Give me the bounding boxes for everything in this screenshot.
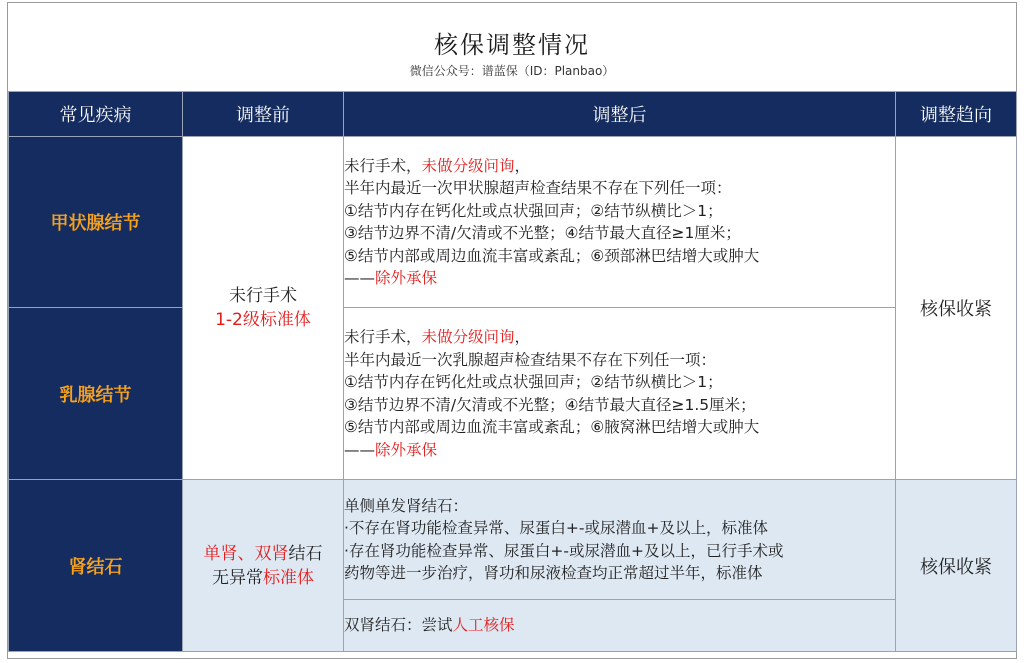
- header-disease: 常见疾病: [9, 92, 183, 137]
- after-breast-line1: [344, 326, 895, 349]
- after-breast-line6: [344, 439, 895, 462]
- after-kidney-single: [344, 480, 896, 600]
- after-thyroid-line6: [344, 267, 895, 290]
- header-trend: 调整趋向: [896, 92, 1017, 137]
- page-subtitle: 微信公众号：谱蓝保（ID：Planbao）: [409, 64, 615, 78]
- text-span: 未行手术，: [344, 328, 422, 346]
- after-thyroid-line1: [344, 155, 895, 178]
- after-breast-line3: ①结节内存在钙化灶或点状强回声；②结节纵横比＞1；: [344, 373, 723, 391]
- text-span: 未行手术，: [344, 156, 422, 175]
- insurance-adjustment-table-card: [7, 2, 1017, 659]
- highlight-exclusion: 除外承保: [375, 269, 438, 287]
- table-row-kidney: [9, 480, 1017, 600]
- disease-kidney: 肾结石: [9, 480, 183, 652]
- header-after: 调整后: [344, 92, 896, 137]
- table-header-row: [9, 92, 1017, 137]
- after-thyroid-line4: ③结节边界不清/欠清或不光整；④结节最大直径≥1厘米；: [344, 224, 741, 242]
- highlight-double-kidney: 双肾: [254, 543, 289, 564]
- text-span: 无异常: [212, 567, 263, 588]
- highlight-no-grading: 未做分级问询: [421, 156, 515, 175]
- after-kidney-line3: ·存在肾功能检查异常、尿蛋白+-或尿潜血+及以上，已行手术或: [344, 541, 784, 560]
- highlight-single-kidney: 单肾: [203, 543, 238, 564]
- after-breast: [344, 308, 896, 480]
- highlight-exclusion: 除外承保: [375, 440, 438, 459]
- after-kidney-line4: 药物等进一步治疗，肾功和尿液检查均正常超过半年，标准体: [344, 564, 763, 582]
- table-row-breast: [9, 308, 1017, 480]
- before-kidney-line2: [183, 566, 343, 590]
- after-breast-line4: ③结节边界不清/欠清或不光整；④结节最大直径≥1.5厘米；: [344, 395, 756, 414]
- title-area: [8, 3, 1016, 91]
- after-breast-line5: ⑤结节内部或周边血流丰富或紊乱；⑥腋窝淋巴结增大或肿大: [344, 418, 760, 436]
- after-breast-line2: 半年内最近一次乳腺超声检查结果不存在下列任一项：: [344, 350, 717, 369]
- adjustment-table: [8, 91, 1017, 652]
- text-span: 结石: [288, 543, 323, 564]
- before-kidney: [183, 480, 344, 652]
- after-kidney-line1: 单侧单发肾结石：: [344, 496, 469, 515]
- highlight-manual-review: 人工核保: [452, 616, 515, 635]
- after-thyroid-line2: 半年内最近一次甲状腺超声检查结果不存在下列任一项：: [344, 179, 732, 197]
- text-span: 双肾结石：尝试: [344, 616, 453, 635]
- trend-nodules: 核保收紧: [896, 137, 1017, 480]
- dash-text: ——: [344, 440, 375, 459]
- after-kidney-double: [344, 600, 896, 652]
- disease-thyroid: 甲状腺结节: [9, 137, 183, 308]
- disease-breast: 乳腺结节: [9, 308, 183, 480]
- after-thyroid: [344, 137, 896, 308]
- highlight-no-grading: 未做分级问询: [421, 328, 515, 346]
- before-nodules-line2: 1-2级标准体: [215, 310, 311, 330]
- after-thyroid-line3: ①结节内存在钙化灶或点状强回声；②结节纵横比＞1；: [344, 201, 723, 220]
- before-nodules: [183, 137, 344, 480]
- text-span: ，: [514, 156, 531, 175]
- text-span: ，: [514, 328, 531, 346]
- before-kidney-line1: [183, 542, 343, 566]
- after-kidney-line2: ·不存在肾功能检查异常、尿蛋白+-或尿潜血+及以上，标准体: [344, 519, 768, 537]
- after-thyroid-line5: ⑤结节内部或周边血流丰富或紊乱；⑥颈部淋巴结增大或肿大: [344, 246, 760, 265]
- trend-kidney: 核保收紧: [896, 480, 1017, 652]
- before-nodules-line1: 未行手术: [229, 286, 297, 306]
- text-span: 、: [237, 543, 255, 564]
- dash-text: ——: [344, 269, 375, 287]
- table-row-thyroid: [9, 137, 1017, 308]
- page-title: 核保调整情况: [434, 31, 590, 59]
- highlight-standard: 标准体: [263, 567, 314, 588]
- header-before: 调整前: [183, 92, 344, 137]
